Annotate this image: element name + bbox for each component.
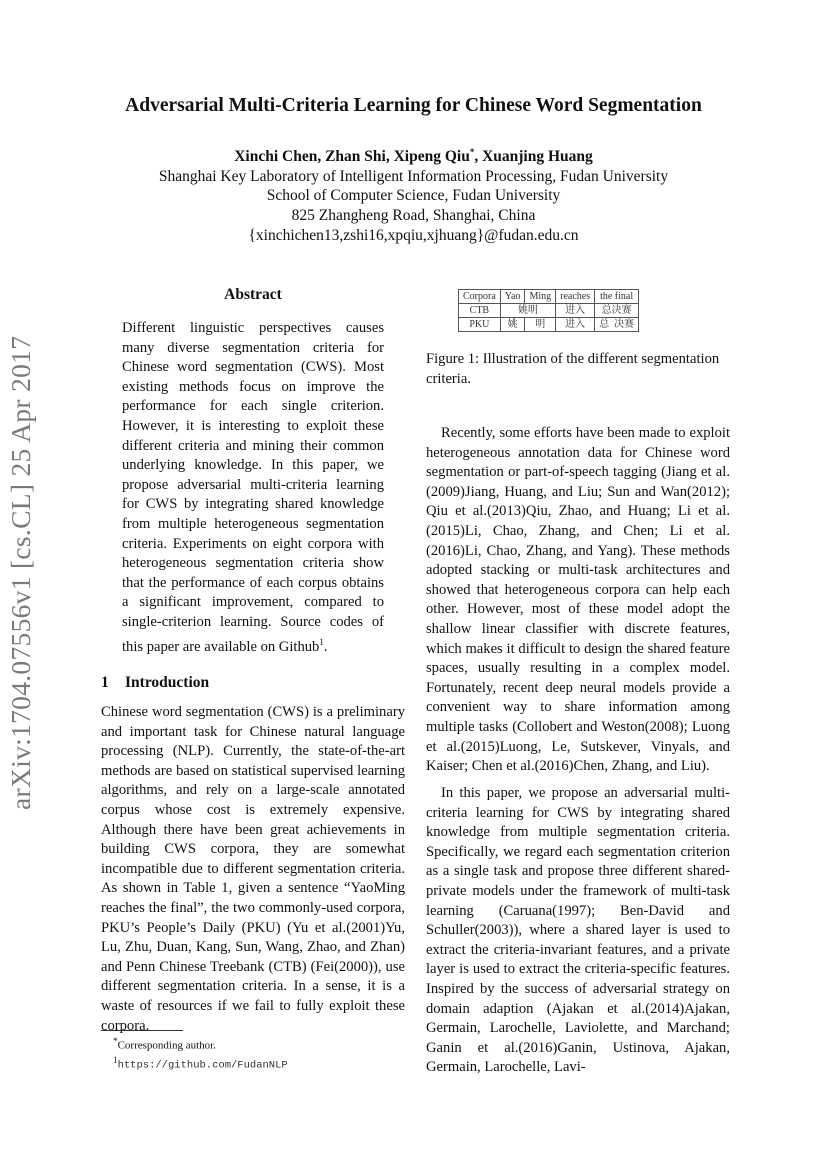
paper-title: Adversarial Multi-Criteria Learning for Chinese Word Segmentation [125, 95, 702, 116]
cell-pku-yao: 姚 [500, 318, 525, 332]
footnote-star: * [113, 1036, 118, 1046]
footnote-rule [101, 1030, 183, 1031]
figure1-caption: Figure 1: Illustration of the different segmentation criteria. [426, 351, 720, 387]
header-reaches: reaches [556, 290, 595, 304]
cell-ctb-yaoming: 姚明 [500, 304, 555, 318]
arxiv-identifier-stamp: arXiv:1704.07556v1 [cs.CL] 25 Apr 2017 [5, 335, 36, 810]
header-yao: Yao [500, 290, 525, 304]
footnote-corresponding-text: Corresponding author. [117, 1039, 216, 1052]
cell-pku-ming: 明 [525, 318, 556, 332]
header-ming: Ming [525, 290, 556, 304]
table-row [459, 318, 639, 332]
paragraph-contribution: In this paper, we propose an adversarial multi-criteria learning for CWS by integrating shared knowledge from multiple segmentation criteria. Specifically, we regard each segmentation criterion as a single task and propose three different shared-private models under the framework of multi-task learning (Caruana(1997); Ben-David and Schuller(2003)), where a shared layer is used to extract the criteria-invariant features, and a private layer is used to extract the criteria-specific features. Inspired by the success of adversarial strategy on domain adaption (Ajakan et al.(2014)Ajakan, Germain, Larochelle, Laviolette, and Marchand; Ganin et al.(2016)Ganin, Ustinova, Ajakan, Germain, Larochelle, Lavi- [426, 785, 730, 1076]
intro-text: Chinese word segmentation (CWS) is a preliminary and important task for Chinese natural language processing (NLP). Currently, the state-of-the-art methods are based on statistical supervised learning algorithms, and rely on a large-scale annotated corpus whose cost is extremely expensive. Although there have been great achievements in building CWS corpora, they are somewhat incompatible due to different segmentation criteria. As shown in Table 1, given a sentence “YaoMing reaches the final”, the two commonly-used corpora, PKU’s People’s Daily (PKU) (Yu et al.(2001)Yu, Lu, Zhu, Duan, Kang, Sun, Wang, Zhao, and Zhan) and Penn Chinese Treebank (CTB) (Fei(2000)), use different segmentation criteria. In a sense, it is a waste of resources if we fail to fully exploit these corpora. [101, 704, 405, 1034]
footnote-github [101, 1053, 405, 1073]
author-names-part2: , Xuanjing Huang [474, 148, 593, 166]
cell-corpus-pku: PKU [459, 318, 501, 332]
paragraph-related-work: Recently, some efforts have been made to exploit heterogeneous annotation data for Chinese word segmentation or part-of-speech tagging (Jiang et al.(2009)Jiang, Huang, and Liu; Sun and Wan(2012); Qiu et al.(2013)Qiu, Zhao, and Huang; Li et al.(2015)Li, Chao, Zhang, and Chen; Li et al.(2016)Li, Chao, Zhang, and Yang). These methods adopted stacking or multi-task architectures and showed that heterogeneous corpora can help each other. However, most of these model adopt the shallow linear classifier with discrete features, which makes it difficult to design the shared feature spaces, usually resulting in a complex model. Fortunately, recent deep neural models provide a convenient way to share information among multiple tasks (Collobert and Weston(2008); Luong et al.(2015)Luong, Le, Sutskever, Vinyals, and Kaiser; Chen et al.(2016)Chen, Zhang, and Liu). [426, 425, 730, 775]
cell-pku-final: 总 决赛 [595, 318, 639, 332]
affiliation-line-2: School of Computer Science, Fudan University [266, 187, 561, 205]
cell-ctb-final: 总决赛 [595, 304, 639, 318]
figure1-header-row [459, 290, 639, 304]
footnotes [101, 1034, 405, 1072]
abstract-heading: Abstract [224, 286, 282, 303]
abstract-body [122, 319, 384, 657]
footnote-marker-1: 1 [319, 636, 324, 647]
section-title: Introduction [125, 674, 210, 691]
figure1-table [458, 289, 639, 332]
affiliation-line-1: Shanghai Key Laboratory of Intelligent Information Processing, Fudan University [158, 167, 669, 185]
abstract-text: Different linguistic perspectives causes many diverse segmentation criteria for Chinese word segmentation (CWS). Most existing methods focus on improve the performance for each single criterion. However, it is interesting to exploit these different criteria and mining their common underlying knowledge. In this paper, we propose adversarial multi-criteria learning for CWS by integrating shared knowledge from multiple heterogeneous segmentation criteria. Experiments on eight corpora with heterogeneous segmentation criteria show that the performance of each corpus obtains a significant improvement, compared to single-criterion learning. Source codes of this paper are available on Github [122, 320, 384, 655]
intro-paragraph-1 [101, 703, 405, 1036]
table-row [459, 304, 639, 318]
author-block [0, 143, 827, 245]
cell-ctb-reaches: 进入 [556, 304, 595, 318]
section-heading-introduction [101, 674, 209, 692]
author-names [0, 143, 827, 167]
right-paragraph-2 [426, 424, 730, 777]
header-corpora: Corpora [459, 290, 501, 304]
section-number: 1 [101, 674, 109, 691]
footnote-number: 1 [113, 1054, 118, 1065]
right-paragraph-3 [426, 784, 730, 1078]
github-link[interactable]: https://github.com/FudanNLP [117, 1059, 288, 1072]
corresponding-star: * [469, 147, 475, 157]
cell-pku-reaches: 进入 [556, 318, 595, 332]
cell-corpus-ctb: CTB [459, 304, 501, 318]
abstract-end: . [323, 638, 328, 655]
footnote-corresponding [101, 1034, 405, 1053]
affiliation-line-3: 825 Zhangheng Road, Shanghai, China [291, 206, 536, 224]
header-the-final: the final [595, 290, 639, 304]
author-names-part1: Xinchi Chen, Zhan Shi, Xipeng Qiu [234, 148, 470, 166]
author-emails: {xinchichen13,zshi16,xpqiu,xjhuang}@fudan.edu.cn [248, 226, 579, 244]
